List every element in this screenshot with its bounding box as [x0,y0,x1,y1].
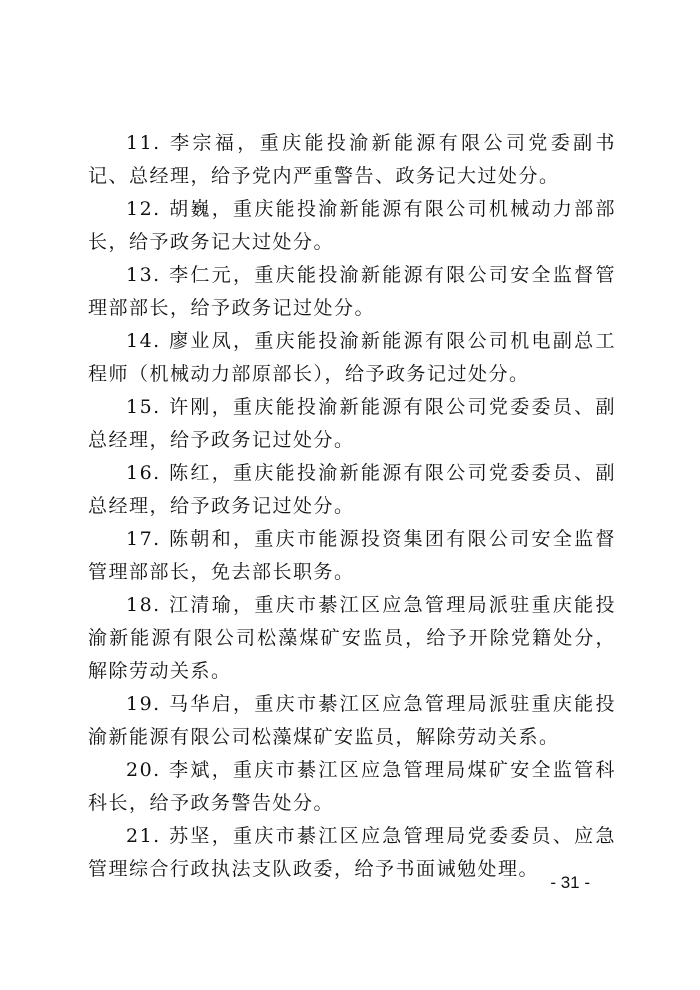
list-item: 20. 李斌，重庆市綦江区应急管理局煤矿安全监管科科长，给予政务警告处分。 [88,759,616,814]
list-item: 13. 李仁元，重庆能投渝新能源有限公司安全监督管理部部长，给予政务记过处分。 [88,264,616,319]
list-item: 21. 苏坚，重庆市綦江区应急管理局党委委员、应急管理综合行政执法支队政委，给予书面诫勉处理。 [88,825,616,880]
list-item: 17. 陈朝和，重庆市能源投资集团有限公司安全监督管理部部长，免去部长职务。 [88,528,616,583]
list-item: 12. 胡巍，重庆能投渝新能源有限公司机械动力部部长，给予政务记大过处分。 [88,198,616,253]
list-item: 15. 许刚，重庆能投渝新能源有限公司党委委员、副总经理，给予政务记过处分。 [88,396,616,451]
list-item: 14. 廖业凤，重庆能投渝新能源有限公司机电副总工程师（机械动力部原部长），给予政务记过处分。 [88,330,616,385]
list-item: 11. 李宗福，重庆能投渝新能源有限公司党委副书记、总经理，给予党内严重警告、政务记大过处分。 [88,132,616,187]
list-item: 18. 江清瑜，重庆市綦江区应急管理局派驻重庆能投渝新能源有限公司松藻煤矿安监员，给予开除党籍处分，解除劳动关系。 [88,594,616,682]
list-item: 19. 马华启，重庆市綦江区应急管理局派驻重庆能投渝新能源有限公司松藻煤矿安监员，解除劳动关系。 [88,693,616,748]
list-item: 16. 陈红，重庆能投渝新能源有限公司党委委员、副总经理，给予政务记过处分。 [88,462,616,517]
document-body [88,127,616,886]
page-number: - 31 - [550,873,590,892]
